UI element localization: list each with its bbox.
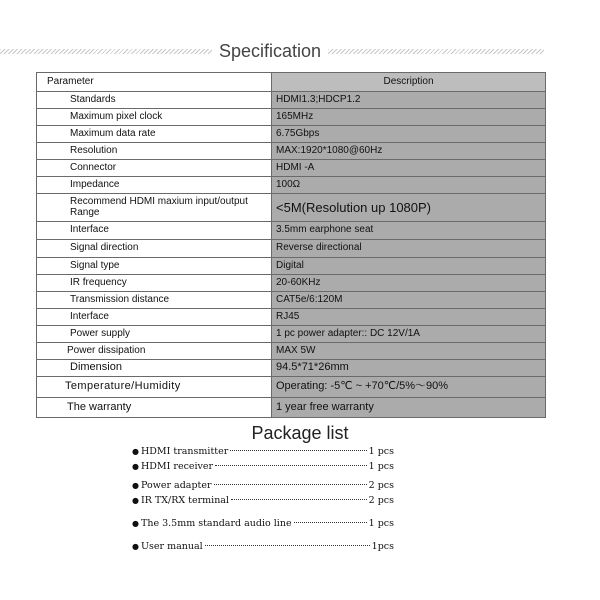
spec-header-row	[37, 73, 546, 92]
list-item	[132, 539, 394, 554]
hatch-divider-left	[0, 49, 212, 54]
package-item-qty: 1 pcs	[368, 518, 394, 529]
desc-cell: 165MHz	[272, 109, 546, 126]
dot-leader	[205, 545, 370, 546]
param-cell: Dimension	[37, 360, 272, 377]
dot-leader	[231, 499, 367, 500]
desc-cell: 20-60KHz	[272, 275, 546, 292]
desc-cell: 100Ω	[272, 177, 546, 194]
package-item-name: Power adapter	[141, 480, 212, 491]
dot-leader	[214, 484, 367, 485]
list-item	[132, 516, 394, 531]
param-cell: Recommend HDMI maxium input/output Range	[37, 194, 272, 222]
table-row	[37, 309, 546, 326]
package-item-name: User manual	[141, 541, 203, 552]
param-cell: Power dissipation	[37, 343, 272, 360]
desc-cell: 1 year free warranty	[272, 398, 546, 418]
desc-cell: 6.75Gbps	[272, 126, 546, 143]
package-item-qty: 1 pcs	[368, 446, 394, 457]
package-item-name: IR TX/RX terminal	[141, 495, 230, 506]
table-row	[37, 377, 546, 398]
param-cell: Connector	[37, 160, 272, 177]
bullet-icon: ●	[132, 496, 139, 505]
dot-leader	[230, 450, 366, 451]
desc-cell: Operating: -5℃ ~ +70℃/5%～90%	[272, 377, 546, 398]
param-cell: Resolution	[37, 143, 272, 160]
param-cell: Impedance	[37, 177, 272, 194]
desc-cell: MAX 5W	[272, 343, 546, 360]
table-row	[37, 160, 546, 177]
desc-cell: <5M(Resolution up 1080P)	[272, 194, 546, 222]
list-item	[132, 478, 394, 493]
table-row	[37, 275, 546, 292]
bullet-icon: ●	[132, 481, 139, 490]
table-row	[37, 222, 546, 240]
desc-column-header: Description	[272, 73, 546, 92]
dot-leader	[294, 522, 367, 523]
package-item-name: HDMI transmitter	[141, 446, 229, 457]
package-item-name: The 3.5mm standard audio line	[141, 518, 292, 529]
package-item-qty: 1pcs	[371, 541, 394, 552]
param-column-header: Parameter	[37, 73, 272, 92]
param-cell: Power supply	[37, 326, 272, 343]
package-list	[132, 444, 394, 554]
table-row	[37, 109, 546, 126]
param-cell: Maximum data rate	[37, 126, 272, 143]
table-row	[37, 143, 546, 160]
desc-cell: 94.5*71*26mm	[272, 360, 546, 377]
spec-table	[36, 72, 546, 418]
table-row	[37, 343, 546, 360]
table-row	[37, 292, 546, 309]
bullet-icon: ●	[132, 519, 139, 528]
desc-cell: HDMI1.3;HDCP1.2	[272, 92, 546, 109]
package-item-qty: 2 pcs	[368, 495, 394, 506]
hatch-divider-right	[328, 49, 544, 54]
param-cell: Signal type	[37, 258, 272, 275]
desc-cell: HDMI -A	[272, 160, 546, 177]
desc-cell: 3.5mm earphone seat	[272, 222, 546, 240]
desc-cell: MAX:1920*1080@60Hz	[272, 143, 546, 160]
param-cell: Maximum pixel clock	[37, 109, 272, 126]
bullet-icon: ●	[132, 462, 139, 471]
desc-cell: Digital	[272, 258, 546, 275]
package-list-title: Package list	[251, 423, 349, 443]
table-row	[37, 177, 546, 194]
dot-leader	[215, 465, 367, 466]
bullet-icon: ●	[132, 447, 139, 456]
desc-cell: Reverse directional	[272, 240, 546, 258]
param-cell: Interface	[37, 222, 272, 240]
package-item-name: HDMI receiver	[141, 461, 214, 472]
spec-header	[0, 40, 600, 64]
table-row	[37, 126, 546, 143]
spec-title: Specification	[218, 41, 322, 61]
desc-cell: CAT5e/6:120M	[272, 292, 546, 309]
package-item-qty: 2 pcs	[368, 480, 394, 491]
param-cell: Signal direction	[37, 240, 272, 258]
package-item-qty: 1 pcs	[368, 461, 394, 472]
param-cell: Transmission distance	[37, 292, 272, 309]
bullet-icon: ●	[132, 542, 139, 551]
list-item	[132, 493, 394, 508]
list-item	[132, 444, 394, 459]
list-item	[132, 459, 394, 474]
table-row	[37, 92, 546, 109]
param-cell: Temperature/Humidity	[37, 377, 272, 398]
desc-cell: RJ45	[272, 309, 546, 326]
table-row	[37, 360, 546, 377]
table-row	[37, 240, 546, 258]
param-cell: Interface	[37, 309, 272, 326]
param-cell: The warranty	[37, 398, 272, 418]
table-row	[37, 258, 546, 275]
table-row	[37, 398, 546, 418]
param-cell: Standards	[37, 92, 272, 109]
desc-cell: 1 pc power adapter:: DC 12V/1A	[272, 326, 546, 343]
table-row	[37, 194, 546, 222]
table-row	[37, 326, 546, 343]
param-cell: IR frequency	[37, 275, 272, 292]
